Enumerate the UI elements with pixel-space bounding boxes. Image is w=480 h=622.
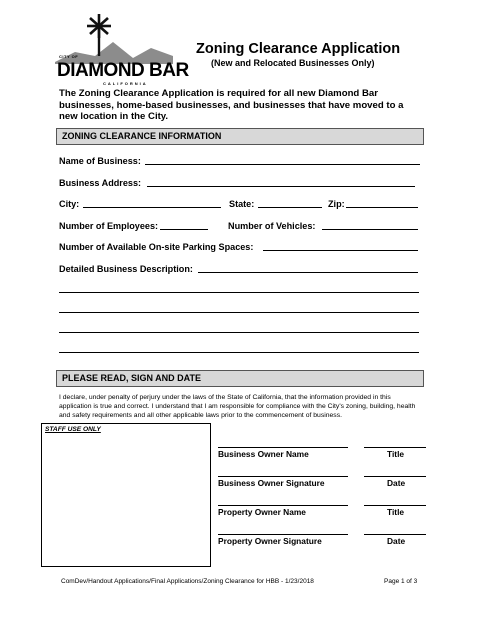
parking-field[interactable] <box>263 250 418 251</box>
city-logo <box>55 14 189 86</box>
business-owner-date-line[interactable] <box>364 476 426 477</box>
zip-label: Zip: <box>328 199 345 209</box>
business-owner-name-line[interactable] <box>218 447 348 448</box>
description-line[interactable] <box>59 352 419 353</box>
title-label: Title <box>387 507 405 517</box>
business-name-label: Name of Business: <box>59 156 141 166</box>
property-owner-date-line[interactable] <box>364 534 426 535</box>
business-owner-title-line[interactable] <box>364 447 426 448</box>
business-name-field[interactable] <box>145 164 420 165</box>
parking-label: Number of Available On-site Parking Spaces: <box>59 242 254 252</box>
logo-name: DIAMOND BAR <box>57 60 189 81</box>
employees-field[interactable] <box>160 229 208 230</box>
business-owner-signature-line[interactable] <box>218 476 348 477</box>
vehicles-field[interactable] <box>322 229 418 230</box>
city-label: City: <box>59 199 80 209</box>
zip-field[interactable] <box>346 207 418 208</box>
property-owner-name-line[interactable] <box>218 505 348 506</box>
property-owner-name-label: Property Owner Name <box>218 507 306 517</box>
property-owner-signature-label: Property Owner Signature <box>218 536 322 546</box>
description-line[interactable] <box>59 332 419 333</box>
footer-page-number: Page 1 of 3 <box>384 578 418 585</box>
business-owner-signature-label: Business Owner Signature <box>218 478 325 488</box>
logo-state: CALIFORNIA <box>103 81 148 86</box>
title-label: Title <box>387 449 405 459</box>
business-address-label: Business Address: <box>59 178 142 188</box>
city-field[interactable] <box>83 207 221 208</box>
business-owner-name-label: Business Owner Name <box>218 449 309 459</box>
description-label: Detailed Business Description: <box>59 264 193 274</box>
business-address-field[interactable] <box>147 186 415 187</box>
section-heading-info: ZONING CLEARANCE INFORMATION <box>56 128 424 145</box>
page-title: Zoning Clearance Application <box>196 41 401 57</box>
declaration-text: I declare, under penalty of perjury under the laws of the State of California, that the information provided in this application is true and correct. I understand that I am responsible for compliance with the City's zoning, building, health and safety requirements and all other applicable laws prior to the commencement of business. <box>59 394 416 419</box>
logo-city-of: CITY OF <box>59 54 79 59</box>
property-owner-title-line[interactable] <box>364 505 426 506</box>
employees-label: Number of Employees: <box>59 221 159 231</box>
section-heading-sign: PLEASE READ, SIGN AND DATE <box>56 370 424 387</box>
intro-text: The Zoning Clearance Application is required for all new Diamond Bar businesses, home-based businesses, and businesses that have moved to a new location in the City. <box>59 88 404 122</box>
description-field[interactable] <box>198 272 418 273</box>
vehicles-label: Number of Vehicles: <box>228 221 316 231</box>
staff-use-box <box>41 423 211 567</box>
footer-path: ComDev/Handout Applications/Final Applications/Zoning Clearance for HBB - 1/23/2018 <box>61 578 314 585</box>
date-label: Date <box>387 536 406 546</box>
page-subtitle: (New and Relocated Businesses Only) <box>211 58 375 68</box>
date-label: Date <box>387 478 406 488</box>
state-label: State: <box>229 199 255 209</box>
staff-use-label: STAFF USE ONLY <box>45 426 101 433</box>
description-line[interactable] <box>59 312 419 313</box>
description-line[interactable] <box>59 292 419 293</box>
property-owner-signature-line[interactable] <box>218 534 348 535</box>
state-field[interactable] <box>258 207 322 208</box>
